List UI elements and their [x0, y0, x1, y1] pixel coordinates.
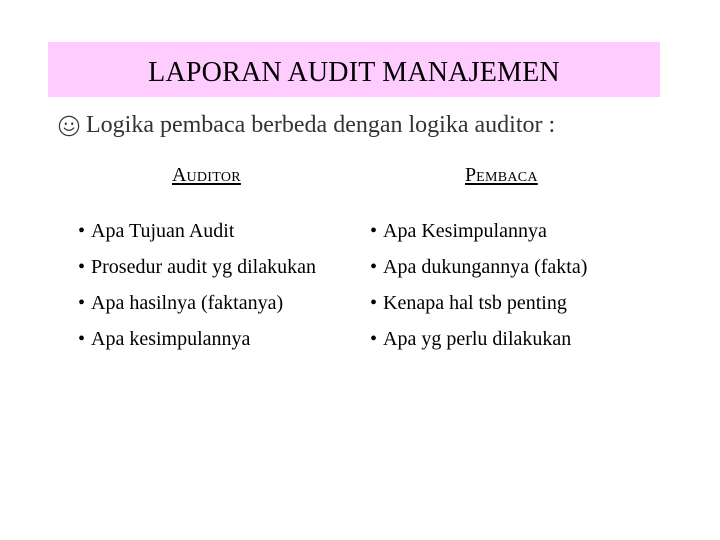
list-item-text: Prosedur audit yg dilakukan	[91, 256, 316, 278]
smiley-icon	[58, 115, 80, 137]
list-item-text: Apa Tujuan Audit	[91, 220, 235, 242]
list-item-text: Apa hasilnya (faktanya)	[91, 292, 284, 314]
list-item: • Apa Tujuan Audit	[78, 220, 235, 242]
heading-initial: P	[465, 164, 477, 186]
list-item-text: Kenapa hal tsb penting	[383, 292, 567, 314]
heading-initial: A	[172, 164, 187, 186]
page-title: LAPORAN AUDIT MANAJEMEN	[148, 56, 560, 88]
list-item: • Apa kesimpulannya	[78, 328, 251, 350]
title-banner	[48, 42, 660, 97]
list-item: • Apa hasilnya (faktanya)	[78, 292, 284, 314]
auditor-list	[78, 219, 348, 363]
list-item-text: Apa yg perlu dilakukan	[383, 328, 572, 350]
column-heading-auditor	[172, 164, 241, 187]
list-item: • Apa dukungannya (fakta)	[370, 256, 588, 278]
list-item-text: Apa kesimpulannya	[91, 328, 251, 350]
column-heading-pembaca	[465, 164, 538, 187]
list-item: • Kenapa hal tsb penting	[370, 292, 567, 314]
intro-line	[58, 112, 555, 139]
heading-rest: EMBACA	[476, 170, 538, 185]
list-item: • Prosedur audit yg dilakukan	[78, 256, 316, 278]
list-item: • Apa yg perlu dilakukan	[370, 328, 572, 350]
list-item: • Apa Kesimpulannya	[370, 220, 547, 242]
list-item-text: Apa Kesimpulannya	[383, 220, 547, 242]
intro-text: Logika pembaca berbeda dengan logika auditor :	[86, 112, 556, 138]
list-item-text: Apa dukungannya (fakta)	[383, 256, 588, 278]
heading-rest: UDITOR	[186, 170, 241, 185]
pembaca-list	[370, 219, 670, 363]
